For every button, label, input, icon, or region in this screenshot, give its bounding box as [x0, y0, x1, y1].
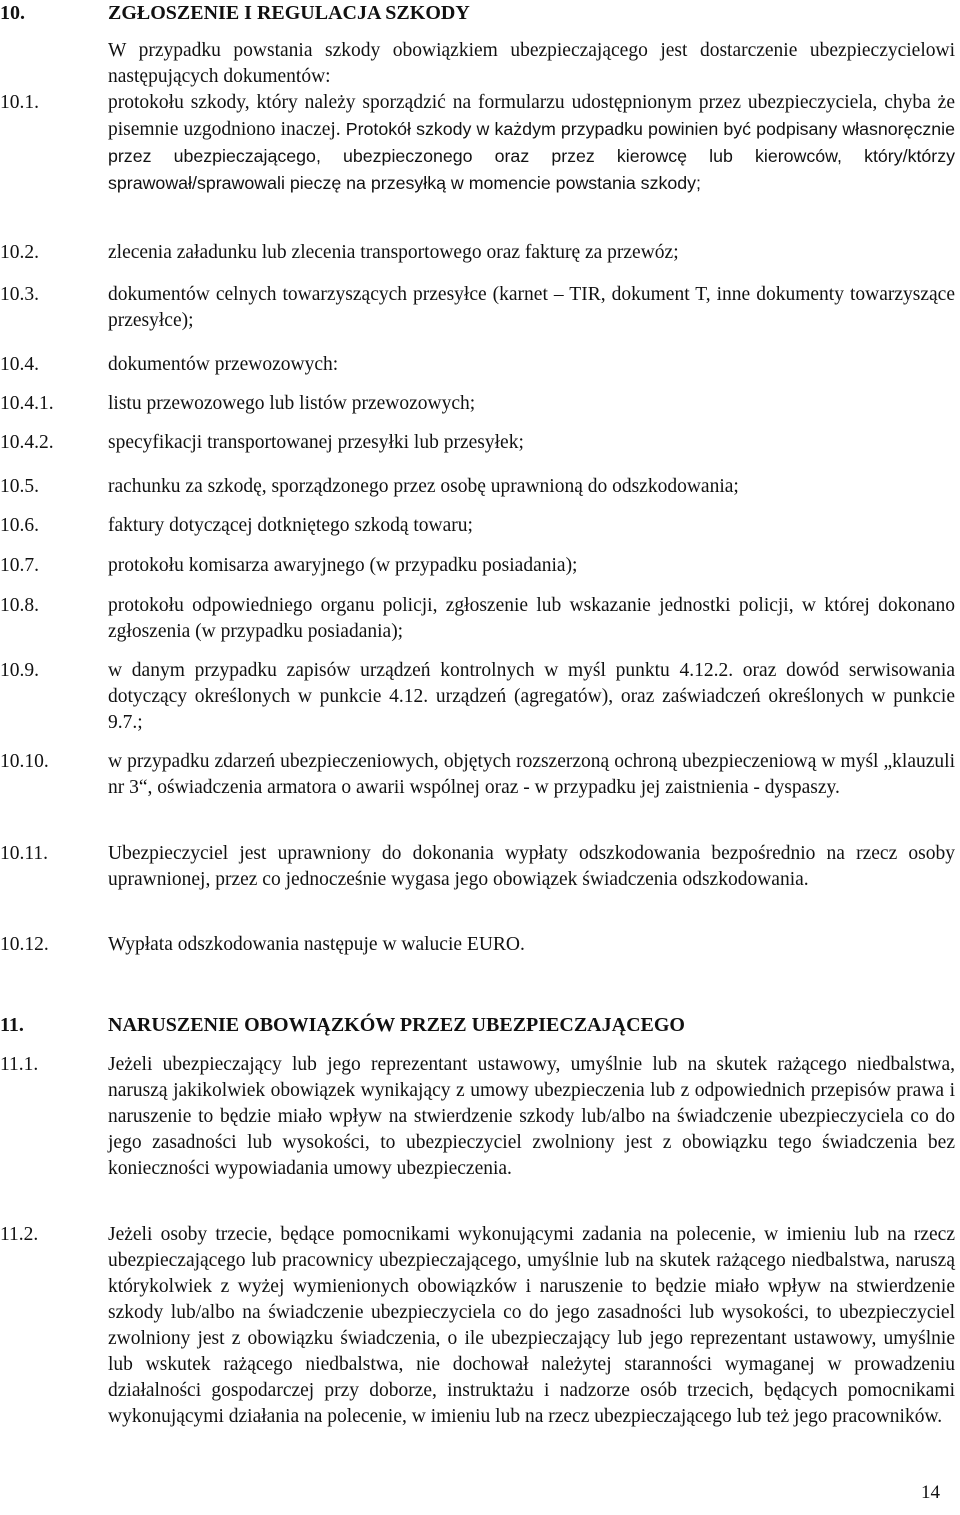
list-item-10-12: [0, 932, 955, 958]
item-number: 10.10.: [0, 751, 49, 772]
list-item-10-7: [0, 553, 955, 579]
section-10-heading: [0, 0, 960, 26]
item-text: zlecenia załadunku lub zlecenia transportowego oraz fakturę za przewóz;: [108, 242, 679, 263]
item-text-serif: protokołu szkody, który należy sporządzić na formularzu udostępnionym przez ubezpieczyciela, chyba że pisemnie uzgodniono inaczej.: [108, 92, 955, 140]
item-text: Wypłata odszkodowania następuje w walucie EURO.: [108, 934, 525, 955]
item-text: w danym przypadku zapisów urządzeń kontrolnych w myśl punktu 4.12.2. oraz dowód serwisowania dotyczący określonych w punkcie 4.12. urządzeń (agregatów), oraz zaświadczeń określonych w punkcie 9.7.;: [108, 660, 955, 733]
list-item-10-11: [0, 841, 955, 893]
section-title: ZGŁOSZENIE I REGULACJA SZKODY: [108, 2, 470, 24]
item-text: specyfikacji transportowanej przesyłki lub przesyłek;: [108, 432, 524, 453]
list-item-10-9: [0, 658, 955, 736]
item-number: 10.4.1.: [0, 393, 54, 414]
item-text: rachunku za szkodę, sporządzonego przez osobę uprawnioną do odszkodowania;: [108, 476, 739, 497]
item-text: w przypadku zdarzeń ubezpieczeniowych, objętych rozszerzoną ochroną ubezpieczeniową w myśl „klauzuli nr 3“, oświadczenia armatora o awarii wspólnej oraz - w przypadku jej zaistnienia - dyspaszy.: [108, 751, 955, 798]
item-text: Ubezpieczyciel jest uprawniony do dokonania wypłaty odszkodowania bezpośrednio na rzecz osoby uprawnionej, przez co jednocześnie wygasa jego obowiązek świadczenia odszkodowania.: [108, 843, 955, 890]
item-text: protokołu odpowiedniego organu policji, zgłoszenie lub wskazanie jednostki policji, w której dokonano zgłoszenia (w przypadku posiadania);: [108, 595, 955, 642]
item-number: 10.4.2.: [0, 432, 54, 453]
item-number: 10.6.: [0, 515, 39, 536]
item-number: 11.2.: [0, 1224, 39, 1245]
item-text: dokumentów przewozowych:: [108, 354, 339, 375]
item-text: Jeżeli osoby trzecie, będące pomocnikami wykonującymi zadania na polecenie, w imieniu lub na rzecz ubezpieczającego lub pracownicy ubezpieczającego, umyślnie lub na skutek rażącego niedbalstwa, naruszą którykolwiek z wyżej wymienionych obowiązków i naruszenie to będzie miało wpływ na stwierdzenie szkody lub/albo na świadczenie ubezpieczyciela co do jego zasadności lub wysokości, to ubezpieczyciel zwolniony jest z obowiązku świadczenia, o ile ubezpieczający lub jego reprezentant ustawowy, umyślnie lub wskutek rażącego niedbalstwa, nie dochował należytej staranności wymaganej w prowadzeniu działalności gospodarczej przy doborze, instruktażu i nadzorze osób trzecich, będących pomocnikami wykonującymi działania na polecenie, w imieniu lub na rzecz ubezpieczającego lub też jego pracowników.: [108, 1224, 955, 1427]
list-item-10-8: [0, 593, 955, 645]
section-number: 11.: [0, 1014, 24, 1036]
list-item-11-1: [0, 1052, 955, 1182]
list-item-10-4-2: [0, 430, 955, 456]
list-item-10-3: [0, 282, 955, 334]
section-title: NARUSZENIE OBOWIĄZKÓW PRZEZ UBEZPIECZAJĄCEGO: [108, 1014, 685, 1036]
item-number: 10.1.: [0, 92, 39, 113]
list-item-10-1: [0, 90, 955, 197]
item-number: 11.1.: [0, 1054, 39, 1075]
item-text: protokołu komisarza awaryjnego (w przypadku posiadania);: [108, 555, 578, 576]
section-10-intro: W przypadku powstania szkody obowiązkiem ubezpieczającego jest dostarczenie ubezpieczycielowi następujących dokumentów:: [108, 40, 955, 87]
item-number: 10.11.: [0, 843, 49, 864]
item-number: 10.12.: [0, 934, 49, 955]
item-number: 10.8.: [0, 595, 39, 616]
list-item-10-4-1: [0, 391, 955, 417]
item-text: [108, 90, 955, 197]
list-item-10-5: [0, 474, 955, 500]
item-text: listu przewozowego lub listów przewozowych;: [108, 393, 476, 414]
item-number: 10.5.: [0, 476, 39, 497]
section-number: 10.: [0, 2, 25, 24]
page-number: 14: [921, 1482, 940, 1503]
list-item-10-2: [0, 240, 955, 266]
item-text-sans: Protokół szkody w każdym przypadku powinien być podpisany własnoręcznie przez ubezpieczającego, ubezpieczonego oraz przez kierowcę lub kierowców, który/którzy sprawował/sprawowali pieczę na przesyłką w momencie powstania szkody;: [108, 119, 956, 193]
list-item-11-2: [0, 1222, 955, 1430]
list-item-10-10: [0, 749, 955, 801]
list-item-10-6: [0, 513, 955, 539]
section-11-heading: [0, 1012, 960, 1038]
item-number: 10.3.: [0, 284, 39, 305]
item-number: 10.7.: [0, 555, 39, 576]
item-text: faktury dotyczącej dotkniętego szkodą towaru;: [108, 515, 473, 536]
item-number: 10.2.: [0, 242, 39, 263]
item-text: dokumentów celnych towarzyszących przesyłce (karnet – TIR, dokument T, inne dokumenty towarzyszące przesyłce);: [108, 284, 955, 331]
item-text: Jeżeli ubezpieczający lub jego reprezentant ustawowy, umyślnie lub na skutek rażącego niedbalstwa, naruszą jakikolwiek obowiązek wynikający z umowy ubezpieczenia lub z odpowiednich przepisów prawa i naruszenie to będzie miało wpływ na stwierdzenie szkody lub/albo na świadczenie ubezpieczyciela co do jego zasadności lub wysokości, to ubezpieczyciel zwolniony jest z obowiązku tego świadczenia bez konieczności wypowiadania umowy ubezpieczenia.: [108, 1054, 955, 1179]
item-number: 10.9.: [0, 660, 39, 681]
list-item-10-4: [0, 352, 955, 378]
item-number: 10.4.: [0, 354, 39, 375]
